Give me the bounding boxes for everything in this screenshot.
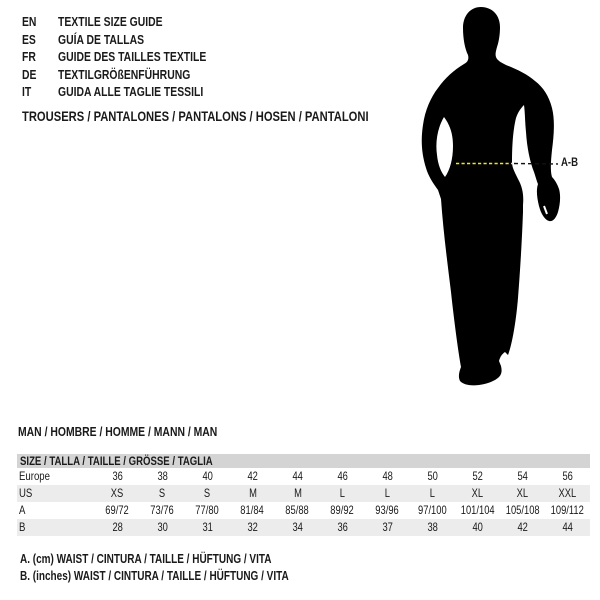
size-cell — [140, 485, 185, 502]
row-label-text: US — [19, 486, 33, 500]
size-cell — [455, 485, 500, 502]
table-row-a-cm — [17, 502, 590, 519]
size-value: 109/112 — [550, 503, 585, 517]
size-value: L — [429, 486, 436, 500]
size-value: 42 — [517, 520, 528, 534]
size-cell — [500, 502, 545, 519]
size-value: 42 — [247, 469, 258, 483]
size-value: 101/104 — [460, 503, 495, 517]
size-cell — [275, 519, 320, 536]
language-code-text: ES — [22, 31, 36, 47]
footnote-b-text: B. (inches) WAIST / CINTURA / TAILLE / HÜFTUNG / VITA — [20, 569, 289, 584]
size-cell — [365, 485, 410, 502]
row-label-text: B — [19, 520, 26, 534]
size-value: XS — [111, 486, 124, 500]
language-code — [22, 13, 58, 31]
language-label — [58, 83, 240, 101]
size-cell — [455, 468, 500, 485]
size-cell — [185, 485, 230, 502]
language-code — [22, 66, 58, 84]
size-value: L — [384, 486, 391, 500]
size-value: S — [159, 486, 166, 500]
size-value: 44 — [292, 469, 303, 483]
size-cell — [410, 468, 455, 485]
size-value: 77/80 — [195, 503, 220, 517]
man-silhouette-figure — [400, 0, 600, 400]
size-value: 37 — [382, 520, 393, 534]
size-value: L — [339, 486, 346, 500]
size-cell — [545, 502, 590, 519]
language-label-text: TEXTILGRÖßENFÜHRUNG — [58, 66, 191, 82]
size-cell — [500, 485, 545, 502]
size-value: 28 — [112, 520, 123, 534]
size-value: 44 — [562, 520, 573, 534]
row-label-text: A — [19, 503, 26, 517]
size-value: 36 — [337, 520, 348, 534]
waist-line-off-body — [514, 164, 558, 165]
size-value: XL — [516, 486, 529, 500]
size-cell — [455, 502, 500, 519]
size-cell — [410, 519, 455, 536]
size-cell — [95, 502, 140, 519]
table-row-us — [17, 485, 590, 502]
size-value: 32 — [247, 520, 258, 534]
language-legend — [22, 13, 243, 101]
size-value: 34 — [292, 520, 303, 534]
size-value: M — [248, 486, 257, 500]
size-cell — [320, 519, 365, 536]
size-value: 69/72 — [105, 503, 130, 517]
size-cell — [455, 519, 500, 536]
size-value: XXL — [558, 486, 577, 500]
language-code-text: FR — [22, 49, 36, 65]
language-code-text: EN — [22, 14, 37, 29]
size-table-header-text: SIZE / TALLA / TAILLE / GRÖSSE / TAGLIA — [20, 454, 213, 468]
size-value: M — [293, 486, 302, 500]
size-cell — [185, 502, 230, 519]
size-value: 93/96 — [375, 503, 400, 517]
size-cell — [365, 519, 410, 536]
size-cell — [545, 468, 590, 485]
size-cell — [185, 468, 230, 485]
size-value: XL — [471, 486, 484, 500]
language-label-text: GUIDA ALLE TAGLIE TESSILI — [58, 84, 204, 100]
size-cell — [545, 485, 590, 502]
size-cell — [500, 519, 545, 536]
language-row-de — [22, 66, 243, 84]
size-value: 50 — [427, 469, 438, 483]
size-cell — [230, 485, 275, 502]
size-value: 52 — [472, 469, 483, 483]
size-cell — [230, 502, 275, 519]
size-value: 97/100 — [418, 503, 447, 517]
language-code — [22, 83, 58, 101]
language-label — [58, 66, 223, 84]
language-label — [58, 31, 166, 49]
row-label — [17, 519, 95, 536]
size-value: 89/92 — [330, 503, 355, 517]
size-cell — [320, 502, 365, 519]
footnote-a — [20, 551, 356, 568]
language-code — [22, 48, 58, 66]
size-value: 81/84 — [240, 503, 265, 517]
row-label — [17, 468, 95, 485]
size-cell — [95, 468, 140, 485]
size-cell — [320, 485, 365, 502]
language-code-text: DE — [22, 66, 37, 82]
footnote-b — [20, 568, 356, 585]
size-value: 38 — [157, 469, 168, 483]
size-cell — [275, 502, 320, 519]
language-row-it — [22, 83, 243, 101]
size-cell — [545, 519, 590, 536]
size-cell — [140, 519, 185, 536]
size-cell — [320, 468, 365, 485]
section-title — [18, 424, 267, 439]
footnotes — [20, 551, 356, 586]
size-cell — [95, 485, 140, 502]
size-value: S — [204, 486, 211, 500]
table-row-b-inches — [17, 519, 590, 536]
man-silhouette — [422, 7, 560, 385]
language-label — [58, 48, 243, 66]
size-cell — [185, 519, 230, 536]
size-cell — [410, 485, 455, 502]
size-cell — [140, 468, 185, 485]
language-code-text: IT — [22, 84, 32, 100]
size-value: 46 — [337, 469, 348, 483]
size-value: 40 — [202, 469, 213, 483]
size-cell — [95, 519, 140, 536]
measure-label — [561, 155, 582, 169]
size-cell — [230, 468, 275, 485]
footnote-a-text: A. (cm) WAIST / CINTURA / TAILLE / HÜFTUNG / VITA — [20, 552, 272, 566]
size-cell — [230, 519, 275, 536]
size-cell — [365, 468, 410, 485]
size-value: 36 — [112, 469, 123, 483]
size-value: 40 — [472, 520, 483, 534]
size-value: 30 — [157, 520, 168, 534]
size-table-header — [17, 454, 590, 468]
size-value: 56 — [562, 469, 573, 483]
size-value: 54 — [517, 469, 528, 483]
row-label — [17, 502, 95, 519]
size-value: 48 — [382, 469, 393, 483]
size-table — [17, 454, 590, 536]
row-label-text: Europe — [19, 469, 50, 483]
size-value: 105/108 — [505, 503, 540, 517]
language-row-fr — [22, 48, 243, 66]
size-cell — [275, 485, 320, 502]
size-value: 73/76 — [150, 503, 175, 517]
table-row-europe — [17, 468, 590, 485]
garment-title — [22, 108, 455, 124]
row-label — [17, 485, 95, 502]
size-value: 31 — [202, 520, 213, 534]
size-cell — [410, 502, 455, 519]
language-row-en — [22, 13, 243, 31]
language-label — [58, 13, 189, 31]
language-label-text: GUÍA DE TALLAS — [58, 31, 145, 47]
language-row-es — [22, 31, 243, 49]
garment-title-text: TROUSERS / PANTALONES / PANTALONS / HOSEN / PANTALONI — [22, 108, 369, 124]
language-label-text: GUIDE DES TAILLES TEXTILE — [58, 49, 207, 65]
size-cell — [140, 502, 185, 519]
section-title-text: MAN / HOMBRE / HOMME / MANN / MAN — [18, 424, 218, 439]
size-cell — [365, 502, 410, 519]
language-code — [22, 31, 58, 49]
language-label-text: TEXTILE SIZE GUIDE — [58, 14, 163, 29]
size-value: 38 — [427, 520, 438, 534]
size-cell — [275, 468, 320, 485]
size-cell — [500, 468, 545, 485]
size-value: 85/88 — [285, 503, 310, 517]
measure-label-text: A-B — [561, 155, 579, 169]
